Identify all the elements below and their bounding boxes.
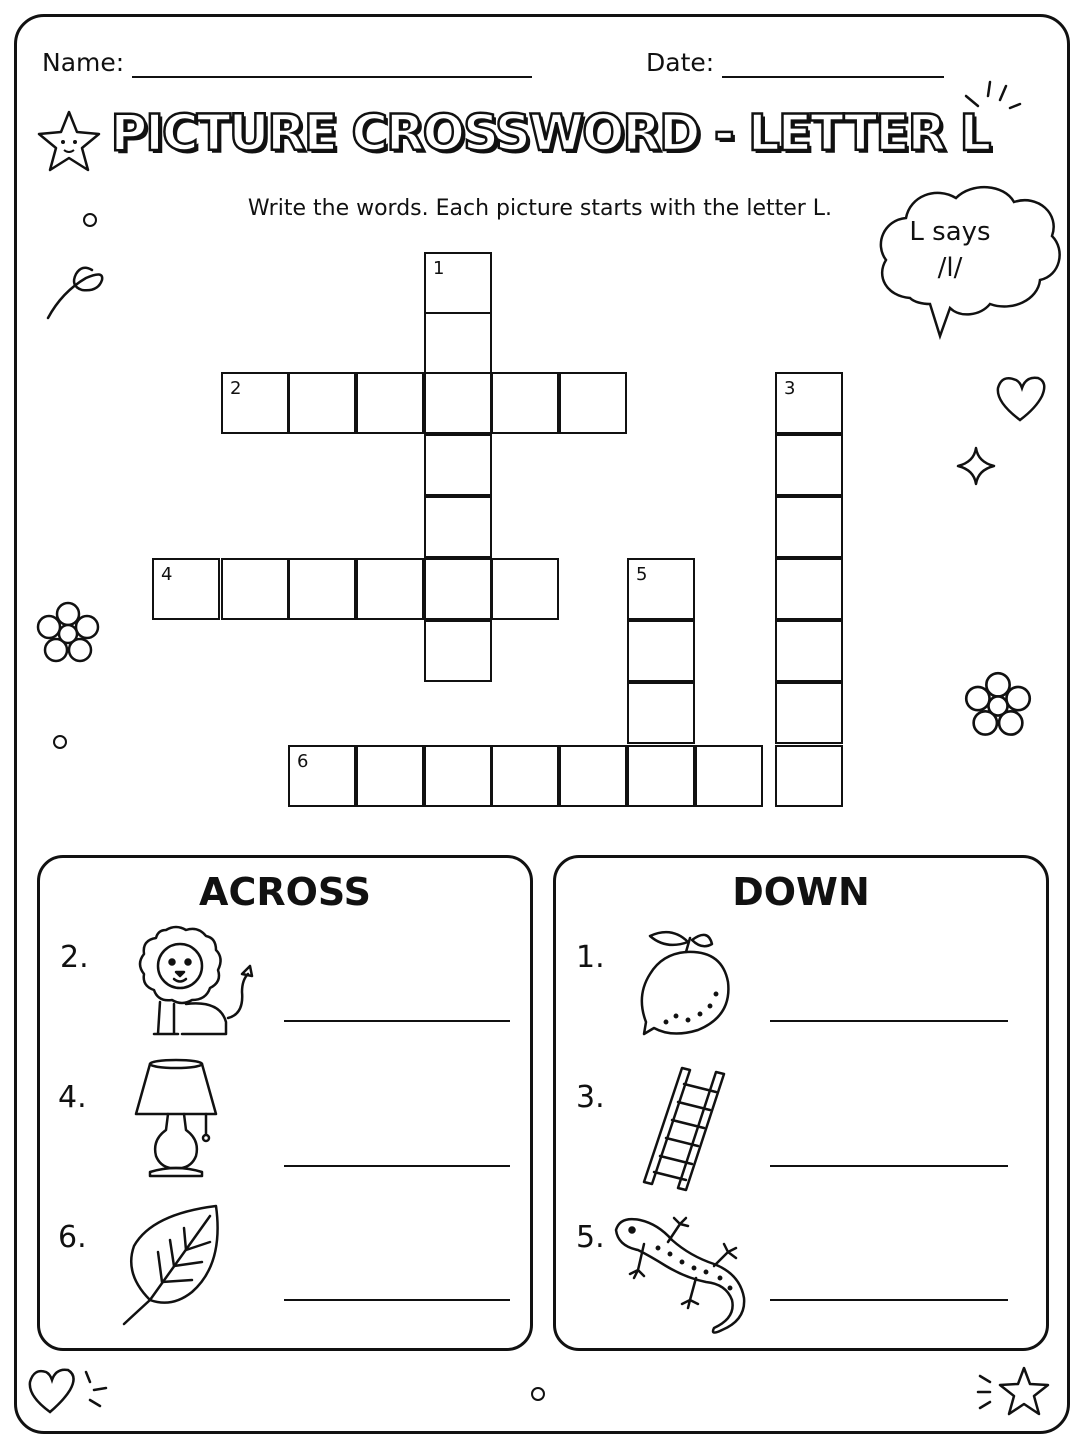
down-title: DOWN: [732, 870, 870, 914]
crossword-cell-6-4[interactable]: [491, 745, 559, 807]
clue-number-5: 5: [636, 564, 648, 585]
across-clue-number: 4.: [58, 1080, 87, 1115]
crossword-cell-6-8[interactable]: [775, 745, 843, 807]
crossword-cell-2-1[interactable]: [221, 372, 289, 434]
crossword-cell-4-5[interactable]: [424, 558, 492, 620]
across-answer-line[interactable]: [284, 1299, 510, 1301]
lizard-icon: [610, 1212, 754, 1338]
clue-number-4: 4: [161, 564, 173, 585]
crossword-cell-1-4[interactable]: [424, 434, 492, 496]
crossword-cell-5-1[interactable]: [627, 558, 695, 620]
crossword-cell-6-3[interactable]: [424, 745, 492, 807]
down-clue-number: 3.: [576, 1080, 605, 1115]
crossword-cell-4-6[interactable]: [491, 558, 559, 620]
crossword-cell-5-3[interactable]: [627, 682, 695, 744]
across-clue-number: 2.: [60, 940, 89, 975]
lemon-icon: [636, 924, 736, 1040]
crossword-cell-4-3[interactable]: [288, 558, 356, 620]
crossword-cell-4-4[interactable]: [356, 558, 424, 620]
leaf-icon: [120, 1202, 220, 1326]
down-clue-number: 5.: [576, 1220, 605, 1255]
down-answer-line[interactable]: [770, 1299, 1008, 1301]
sparkle-lines-icon: [960, 76, 1030, 126]
across-title: ACROSS: [199, 870, 371, 914]
crossword-cell-2-2[interactable]: [288, 372, 356, 434]
down-panel: [553, 855, 1049, 1351]
sparkle-icon: [954, 444, 998, 488]
crossword-cell-6-5[interactable]: [559, 745, 627, 807]
crossword-cell-6-1[interactable]: [288, 745, 356, 807]
clue-number-6: 6: [297, 751, 309, 772]
crossword-cell-2-4[interactable]: [424, 372, 492, 434]
clue-number-1: 1: [433, 258, 445, 279]
clue-number-2: 2: [230, 378, 242, 399]
star-icon: [972, 1362, 1056, 1422]
lion-icon: [116, 922, 256, 1044]
crossword-cell-4-2[interactable]: [221, 558, 289, 620]
crossword-cell-1-7[interactable]: [424, 620, 492, 682]
crossword-cell-6-7[interactable]: [695, 745, 763, 807]
across-panel: [37, 855, 533, 1351]
across-answer-line[interactable]: [284, 1020, 510, 1022]
instructions-text: Write the words. Each picture starts with the letter L.: [247, 196, 833, 221]
page-title: PICTURE CROSSWORD - LETTER L: [110, 104, 990, 162]
crossword-cell-6-2[interactable]: [356, 745, 424, 807]
crossword-cell-3-4[interactable]: [775, 558, 843, 620]
crossword-cell-3-2[interactable]: [775, 434, 843, 496]
down-answer-line[interactable]: [770, 1020, 1008, 1022]
crossword-cell-1-5[interactable]: [424, 496, 492, 558]
smiling-star-icon: [34, 108, 104, 178]
crossword-cell-1-2[interactable]: [424, 312, 492, 374]
date-label: Date:: [646, 48, 715, 77]
clue-number-3: 3: [784, 378, 796, 399]
ladder-icon: [640, 1064, 736, 1192]
lamp-icon: [130, 1058, 230, 1188]
bubble-line-2: /l/: [937, 253, 963, 283]
down-clue-number: 1.: [576, 940, 605, 975]
crossword-cell-4-1[interactable]: [152, 558, 220, 620]
crossword-cell-3-3[interactable]: [775, 496, 843, 558]
crossword-cell-3-5[interactable]: [775, 620, 843, 682]
small-circle-icon: [528, 1384, 548, 1404]
flower-icon: [34, 600, 102, 668]
crossword-cell-3-6[interactable]: [775, 682, 843, 744]
crossword-cell-1-1[interactable]: [424, 252, 492, 314]
crossword-cell-2-6[interactable]: [559, 372, 627, 434]
crossword-cell-6-6[interactable]: [627, 745, 695, 807]
swirl-icon: [42, 262, 112, 322]
heart-icon: [24, 1362, 114, 1418]
crossword-cell-2-3[interactable]: [356, 372, 424, 434]
name-label: Name:: [42, 48, 125, 77]
heart-icon: [992, 372, 1048, 424]
across-clue-number: 6.: [58, 1220, 87, 1255]
small-circle-icon: [50, 732, 70, 752]
crossword-cell-5-2[interactable]: [627, 620, 695, 682]
small-circle-icon: [80, 210, 100, 230]
crossword-cell-2-5[interactable]: [491, 372, 559, 434]
flower-icon: [962, 670, 1034, 742]
crossword-cell-3-1[interactable]: [775, 372, 843, 434]
bubble-line-1: L says: [909, 217, 991, 247]
across-answer-line[interactable]: [284, 1165, 510, 1167]
down-answer-line[interactable]: [770, 1165, 1008, 1167]
